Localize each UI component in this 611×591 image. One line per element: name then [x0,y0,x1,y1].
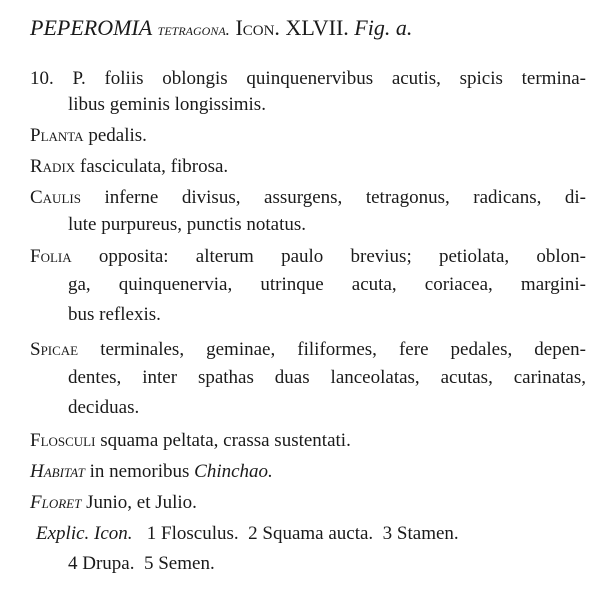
caulis-line-2: lute purpureus, punctis notatus. [68,214,306,235]
flosculi-label: Flosculi [30,430,96,451]
habitat-entry [30,460,273,484]
folia-line-1 [30,245,586,269]
planta-label: Planta [30,125,84,146]
caulis-label: Caulis [30,187,81,208]
planta-text: pedalis. [88,125,147,146]
folia-line-3: bus reflexis. [68,304,161,325]
floret-text: Junio, et Julio. [86,492,197,513]
icon-number: XLVII. [285,15,349,40]
species-name: tetragona. [157,20,230,39]
folia-line-2: ga, quinquenervia, utrinque acuta, coriacea, margini- [68,274,586,295]
radix-text: fasciculata, fibrosa. [79,156,229,177]
floret-label: Floret [30,492,82,513]
habitat-text: in nemoribus [89,461,190,482]
header-title [30,14,412,44]
figure-label: Fig. a. [354,15,413,40]
spicae-line-2: dentes, inter spathas duas lanceolatas, acutas, carinatas, [68,367,586,388]
habitat-place: Chinchao. [194,461,273,482]
icon-label: Icon. [235,15,280,40]
planta-entry [30,124,147,148]
explic-line-1 [36,522,459,546]
caulis-line-1 [30,186,586,210]
spicae-line-1 [30,338,586,362]
caulis-text-1: inferne divisus, assurgens, tetragonus, radicans, di- [104,187,587,208]
species-number: 10. [30,68,54,89]
explic-text-1: 1 Flosculus. 2 Squama aucta. 3 Stamen. [146,523,459,544]
folia-text-1: opposita: alterum paulo brevius; petiolata, oblon- [98,246,586,267]
explic-label: Explic. Icon. [36,523,133,544]
explic-line-2: 4 Drupa. 5 Semen. [68,553,215,574]
spicae-text-1: terminales, geminae, filiformes, fere pedales, depen- [100,339,586,360]
flosculi-text: squama peltata, crassa sustentati. [100,430,351,451]
habitat-label: Habitat [30,461,85,482]
diagnosis-line-1 [30,67,586,91]
genus-name: PEPEROMIA [30,15,153,40]
spicae-label: Spicae [30,339,79,360]
diagnosis-line-2: libus geminis longissimis. [68,94,266,115]
flosculi-entry [30,429,351,453]
radix-label: Radix [30,156,76,177]
radix-entry [30,155,228,179]
floret-entry [30,491,197,515]
spicae-line-3: deciduas. [68,397,140,418]
diagnosis-text-1: P. foliis oblongis quinquenervibus acutis, spicis termina- [72,68,587,89]
folia-label: Folia [30,246,72,267]
